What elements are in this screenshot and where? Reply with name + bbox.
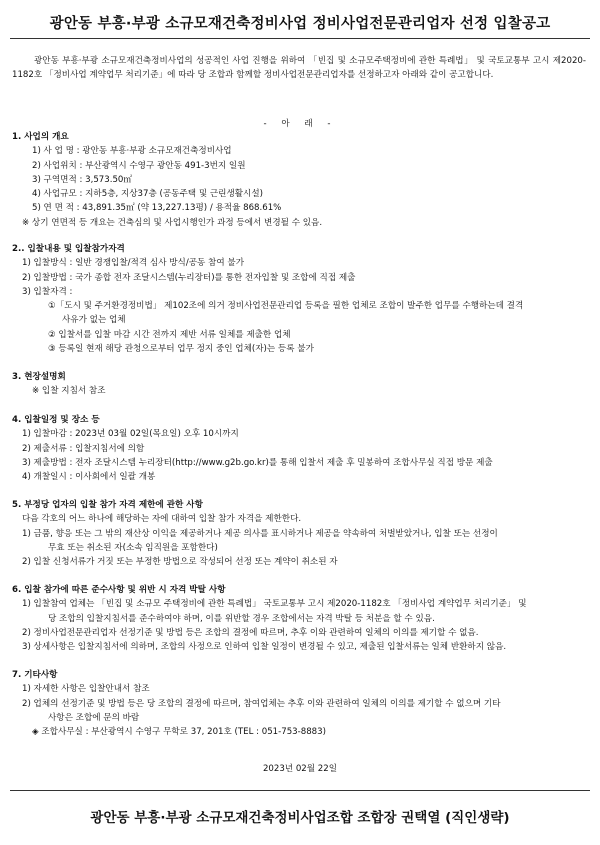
section-etc [12,668,588,739]
list-item: 2) 입찰 신청서류가 거짓 또는 부정한 방법으로 작성되어 선정 또는 계약이 취소된 자 [22,557,338,568]
list-item: 3) 제출방법 : 전자 조달시스템 누리장터(http://www.g2b.go.kr)를 통해 입찰서 제출 후 밀봉하여 조합사무실 직접 방문 제출 [22,457,493,468]
section-heading: 5. 부정당 업자의 입찰 참가 자격 제한에 관한 사항 [12,500,203,510]
list-item: 1) 입찰참여 업체는 「빈집 및 소규모 주택정비에 관한 특례법」 국토교통부 고시 제2020-1182호 「정비사업 계약업무 처리기준」 및 [22,599,527,610]
sub-item: ② 입찰서를 입찰 마감 시간 전까지 제반 서류 일체를 제출한 업체 [48,329,291,340]
section-briefing [12,370,588,399]
section-compliance [12,583,588,654]
section-schedule [12,413,588,484]
sub-item: ③ 등록일 현재 해당 관청으로부터 업무 정지 중인 업체(자)는 등록 불가 [48,344,314,355]
list-item-cont: 무효 또는 취소된 자(소속 임직원을 포함한다) [48,542,218,553]
note: ※ 상기 연면적 등 개요는 건축심의 및 사업시행인가 과정 등에서 변경될 수 있음. [22,217,323,228]
section-restrictions [12,498,588,569]
list-item: 2) 입찰방법 : 국가 종합 전자 조달시스템(누리장터)를 통한 전자입찰 및 조합에 직접 제출 [22,272,356,283]
list-item: 4) 사업규모 : 지하5층, 지상37층 (공동주택 및 근린생활시설) [32,189,264,200]
section-overview [12,130,588,230]
footer-divider [10,790,590,791]
title-divider [10,38,590,39]
intro-paragraph: 광안동 부흥·부광 소규모재건축정비사업의 성공적인 사업 진행을 위하여 「빈집 및 소규모주택정비에 관한 특례법」 및 국토교통부 고시 제2020-1182호 「정비사업 계약업무 처리기준」에 따라 당 조합과 함께할 정비사업전문관리업자를 선정하고자 아래와 같이 공고합니다. [12,56,586,81]
list-item: 2) 제출서류 : 입찰지침서에 의함 [22,443,145,454]
list-item: 3) 입찰자격 : [22,286,73,297]
section-label: - 아 래 - [263,119,337,129]
section-heading: 6. 입찰 참가에 따른 준수사항 및 위반 시 자격 박탈 사항 [12,585,226,595]
list-item: 3) 구역면적 : 3,573.50㎡ [32,174,132,185]
list-item: 1) 사 업 명 : 광안동 부흥·부광 소규모재건축정비사업 [32,146,232,157]
section-heading: 4. 입찰일정 및 장소 등 [12,415,100,425]
list-item: 4) 개찰일시 : 이사회에서 일괄 개봉 [22,472,156,483]
list-item: 1) 입찰방식 : 일반 경쟁입찰/적격 심사 방식/공동 참여 불가 [22,258,244,269]
list-item: 2) 정비사업전문관리업자 선정기준 및 방법 등은 조합의 결정에 따르며, 추후 이와 관련하여 일체의 이의를 제기할 수 없음. [22,627,479,638]
sub-item: ①「도시 및 주거환경정비법」 제102조에 의거 정비사업전문관리업 등록을 필한 업체로 조합이 발주한 업무를 수행하는데 결격 [48,301,524,312]
sub-item: 사유가 없는 업체 [62,315,126,326]
list-item-cont: 사항은 조합에 문의 바람 [48,712,140,723]
list-item: 1) 금품, 향응 또는 그 밖의 재산상 이익을 제공하거나 제공 의사를 표시하거나 제공을 약속하여 처벌받았거나, 입찰 또는 선정이 [22,528,498,539]
list-item: 1) 자세한 사항은 입찰안내서 참조 [22,684,150,695]
notice-title: 광안동 부흥·부광 소규모재건축정비사업 정비사업전문관리업자 선정 입찰공고 [49,16,551,32]
list-item-cont: 당 조합의 입찰지침서를 준수하여야 하며, 이를 위반할 경우 조합에서는 자격 박탈 등 처분을 할 수 있음. [48,613,435,624]
section-bid-content [12,242,588,356]
section-heading: 2.. 입찰내용 및 입찰참가자격 [12,244,125,254]
list-item: 2) 사업위치 : 부산광역시 수영구 광안동 491-3번지 일원 [32,160,246,171]
office-address: ◈ 조합사무실 : 부산광역시 수영구 무학로 37, 201호 (TEL : 051-753-8883) [32,727,326,738]
lead-text: 다음 각호의 어느 하나에 해당하는 자에 대하여 입찰 참가 자격을 제한한다. [22,514,302,525]
list-item: 3) 상세사항은 입찰지침서에 의하며, 조합의 사정으로 인하여 입찰 일정이 변경될 수 있고, 제출된 입찰서류는 일체 반환하지 않음. [22,642,507,653]
note: ※ 입찰 지침서 참조 [32,386,106,397]
notice-date: 2023년 02월 22일 [262,764,338,774]
list-item: 5) 연 면 적 : 43,891.35㎡ (약 13,227.13평) / 용적율 868.61% [32,203,282,214]
section-heading: 7. 기타사항 [12,670,58,680]
issuer-signature: 광안동 부흥·부광 소규모재건축정비사업조합 조합장 권택열 (직인생략) [90,810,510,826]
list-item: 1) 입찰마감 : 2023년 03월 02일(목요일) 오후 10시까지 [22,429,239,440]
list-item: 2) 업체의 선정기준 및 방법 등은 당 조합의 결정에 따르며, 참여업체는 추후 이와 관련하여 일체의 이의를 제기할 수 없으며 기타 [22,698,501,709]
section-heading: 3. 현장설명회 [12,372,66,382]
section-heading: 1. 사업의 개요 [12,132,69,142]
